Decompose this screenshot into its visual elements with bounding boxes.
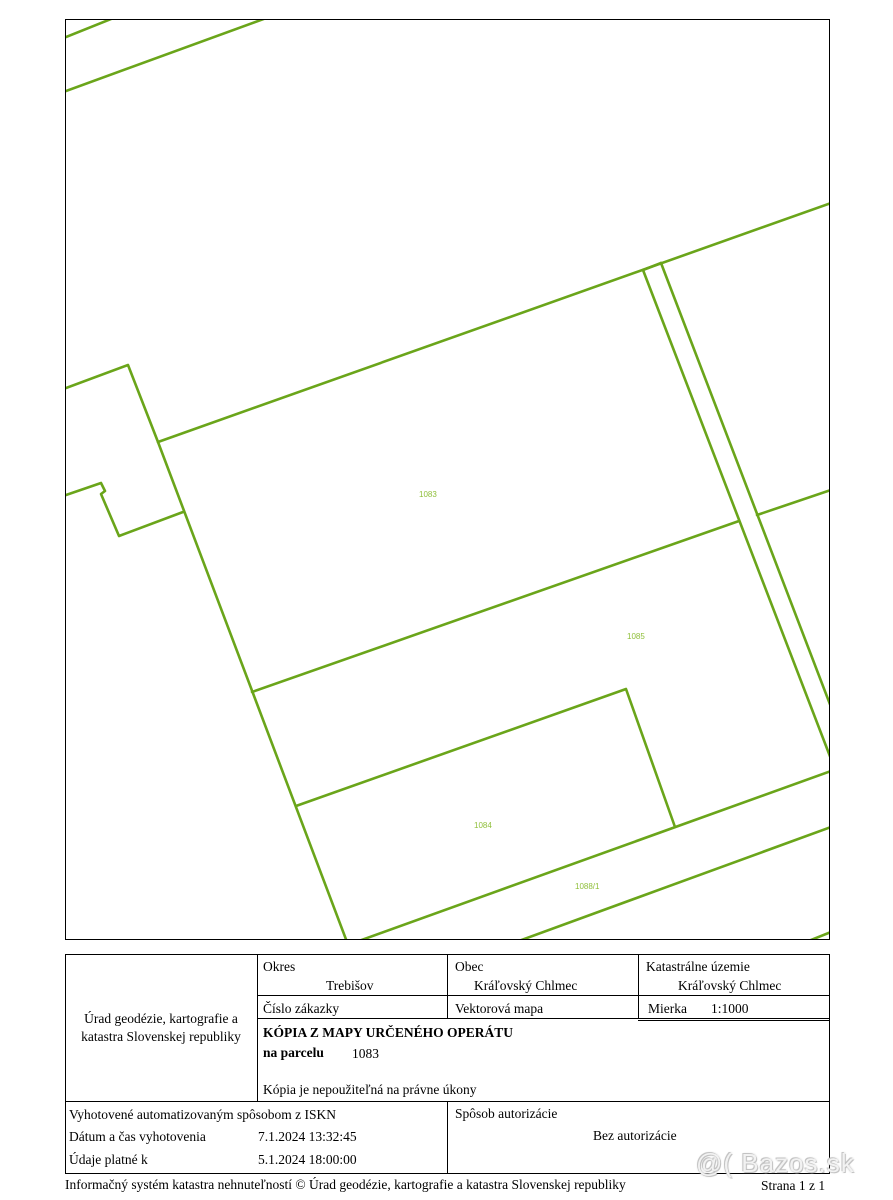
divider [447,1101,448,1174]
okres-value: Trebišov [326,978,374,993]
parcel-boundary [66,19,291,91]
parcel-boundary [158,203,830,442]
datetime-value: 7.1.2024 13:32:45 [258,1129,357,1144]
parcel-boundary [661,263,830,707]
watermark-logo: @( Bazos.sk [696,1148,855,1178]
parcel-boundary [296,689,675,827]
okres-label: Okres [263,959,296,974]
divider [257,1018,830,1019]
parcel-boundary [66,483,183,536]
uzemie-label: Katastrálne územie [646,959,750,974]
zakazka-label: Číslo zákazky [263,1001,340,1016]
legal-note: Kópia je nepoužiteľná na právne úkony [263,1082,477,1097]
parcel-boundary [516,827,830,940]
parcel-number: 1083 [352,1046,379,1061]
mierka-value: 1:1000 [711,1001,749,1016]
uzemie-value: Kráľovský Chlmec [678,978,782,993]
parcel-label: 1088/1 [575,882,600,891]
map-type: Vektorová mapa [455,1001,544,1016]
divider [638,1020,830,1021]
parcel-label-text: na parcelu [263,1045,324,1060]
page-number: Strana 1 z 1 [761,1178,826,1193]
cadastral-map [65,19,830,940]
mierka-label: Mierka [648,1001,687,1016]
parcel-boundary [66,19,126,37]
parcel-boundary [252,521,739,692]
map-drawing [65,19,830,940]
authorization-value: Bez autorizácie [593,1128,677,1143]
document-title: KÓPIA Z MAPY URČENÉHO OPERÁTU [263,1025,514,1040]
parcel-boundary [66,365,158,442]
obec-value: Kráľovský Chlmec [474,978,578,993]
divider [447,954,448,1019]
system-footer: Informačný systém katastra nehnuteľností © Úrad geodézie, kartografie a katastra Slovenskej republiky [65,1177,626,1192]
datetime-label: Dátum a čas vyhotovenia [69,1129,206,1144]
divider [257,954,258,1102]
obec-label: Obec [455,959,484,974]
parcel-boundary [757,490,830,515]
valid-value: 5.1.2024 18:00:00 [258,1152,357,1167]
authorization-label: Spôsob autorizácie [455,1106,558,1121]
divider [257,995,830,996]
parcel-label: 1084 [474,821,492,830]
generated-text: Vyhotovené automatizovaným spôsobom z ISKN [69,1107,336,1122]
parcel-label: 1085 [627,632,645,641]
divider [638,954,639,1019]
parcel-label: 1083 [419,490,437,499]
parcel-boundary [806,932,830,940]
valid-label: Údaje platné k [69,1152,148,1167]
parcel-boundary [643,263,661,270]
parcel-boundary [643,270,830,759]
office-name: Úrad geodézie, kartografie a katastra Slovenskej republiky [81,1011,241,1044]
